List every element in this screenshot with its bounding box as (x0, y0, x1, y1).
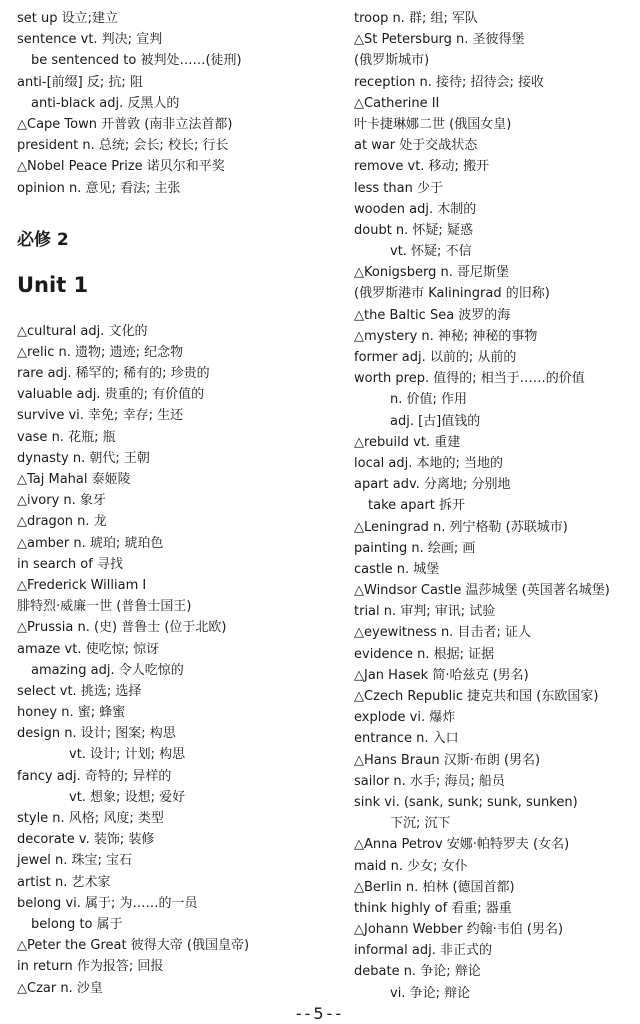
vocab-entry: former adj. 以前的; 从前的 (354, 350, 517, 365)
right-column (354, 8, 640, 1004)
section-title: 必修 2 (17, 229, 69, 250)
vocab-entry: sentence vt. 判决; 宣判 (17, 32, 163, 48)
vocab-entry: △Windsor Castle 温莎城堡 (英国著名城堡) (354, 583, 610, 599)
vocab-entry: valuable adj. 贵重的; 有价值的 (17, 387, 205, 403)
vocab-entry: informal adj. 非正式的 (354, 943, 492, 959)
vocab-entry: debate n. 争论; 辩论 (354, 964, 481, 980)
vocab-entry: △Cape Town 开普敦 (南非立法首都) (17, 116, 233, 132)
vocab-entry: △St Petersburg n. 圣彼得堡 (354, 32, 525, 48)
vocab-entry: △dragon n. 龙 (17, 514, 107, 530)
vocab-entry: entrance n. 入口 (354, 731, 459, 747)
vocab-entry: doubt n. 怀疑; 疑惑 (354, 222, 473, 238)
vocab-entry: opinion n. 意见; 看法; 主张 (17, 180, 181, 196)
vocab-entry: be sentenced to 被判处……(徒刑) (31, 53, 242, 69)
vocab-entry: △Berlin n. 柏林 (德国首都) (354, 879, 515, 895)
vocab-entry: △Leningrad n. 列宁格勒 (苏联城市) (354, 519, 568, 535)
vocab-entry: △Peter the Great 彼得大帝 (俄国皇帝) (17, 938, 250, 954)
vocab-entry: less than 少于 (354, 180, 443, 196)
vocab-entry: jewel n. 珠宝; 宝石 (17, 853, 133, 869)
vocab-entry: set up 设立;建立 (17, 11, 119, 26)
vocab-entry: △Hans Braun 汉斯·布朗 (男名) (354, 752, 541, 768)
unit-title: Unit 1 (17, 272, 89, 297)
vocab-entry: worth prep. 值得的; 相当于……的价值 (354, 371, 585, 387)
unit-gap (17, 305, 337, 321)
vocab-entry: △mystery n. 神秘; 神秘的事物 (354, 328, 538, 344)
vocab-entry: △ivory n. 象牙 (17, 493, 106, 509)
vocab-entry: castle n. 城堡 (354, 561, 440, 577)
vocab-entry: vt. 设计; 计划; 构思 (69, 747, 186, 763)
vocab-entry: △Prussia n. (史) 普鲁士 (位于北欧) (17, 620, 227, 636)
vocab-entry: △Anna Petrov 安娜·帕特罗夫 (女名) (354, 837, 570, 853)
vocab-entry: △Nobel Peace Prize 诺贝尔和平奖 (17, 159, 225, 175)
vocab-entry: △Czar n. 沙皇 (17, 980, 103, 996)
vocab-entry: in search of 寻找 (17, 556, 123, 572)
vocab-entry: △eyewitness n. 目击者; 证人 (354, 625, 531, 641)
vocab-entry: apart adv. 分离地; 分别地 (354, 477, 511, 493)
vocab-entry: survive vi. 幸免; 幸存; 生还 (17, 408, 184, 424)
vocab-entry: anti-[前缀] 反; 抗; 阻 (17, 74, 143, 90)
vocab-entry: (俄罗斯城市) (354, 53, 430, 69)
vocab-entry: belong to 属于 (31, 916, 123, 932)
vocab-entry: vase n. 花瓶; 瓶 (17, 429, 116, 445)
vocab-entry: maid n. 少女; 女仆 (354, 858, 468, 874)
vocab-entry: 下沉; 沉下 (390, 816, 451, 832)
vocab-entry: 腓特烈·威廉一世 (普鲁士国王) (17, 599, 192, 615)
left-column (17, 8, 337, 999)
vocab-entry: take apart 拆开 (368, 498, 466, 514)
vocab-entry: trial n. 审判; 审讯; 试验 (354, 604, 496, 620)
vocab-entry: △Konigsberg n. 哥尼斯堡 (354, 265, 509, 281)
vocab-entry: amaze vt. 使吃惊; 惊讶 (17, 641, 160, 657)
vocab-entry: 叶卡捷琳娜二世 (俄国女皇) (354, 116, 512, 132)
vocab-entry: sailor n. 水手; 海员; 船员 (354, 773, 505, 789)
vocab-entry: (俄罗斯港市 Kaliningrad 的旧称) (354, 286, 550, 302)
vocab-entry: painting n. 绘画; 画 (354, 540, 476, 556)
vocab-entry: evidence n. 根据; 证据 (354, 646, 495, 662)
vocab-entry: △Taj Mahal 泰姬陵 (17, 472, 131, 487)
vocab-entry: △relic n. 遗物; 遗迹; 纪念物 (17, 344, 184, 360)
vocab-entry: remove vt. 移动; 搬开 (354, 159, 490, 175)
vocab-entry: in return 作为报答; 回报 (17, 959, 164, 975)
vocab-entry: local adj. 本地的; 当地的 (354, 455, 504, 471)
page-number: --5-- (295, 1004, 345, 1023)
vocab-entry: △Johann Webber 约翰·韦伯 (男名) (354, 922, 564, 938)
vocab-entry: vi. 争论; 辩论 (390, 985, 471, 1001)
vocab-entry: vt. 想象; 设想; 爱好 (69, 789, 186, 805)
vocab-entry: style n. 风格; 风度; 类型 (17, 811, 164, 826)
vocab-entry: △rebuild vt. 重建 (354, 434, 461, 450)
vocab-entry: select vt. 挑选; 选择 (17, 683, 142, 699)
vocab-entry: reception n. 接待; 招待会; 接收 (354, 74, 545, 90)
vocab-entry: at war 处于交战状态 (354, 138, 478, 154)
section-gap (17, 199, 337, 215)
vocab-entry: vt. 怀疑; 不信 (390, 244, 472, 260)
vocab-entry: think highly of 看重; 器重 (354, 900, 512, 916)
vocab-entry: fancy adj. 奇特的; 异样的 (17, 768, 172, 784)
vocab-entry: △the Baltic Sea 波罗的海 (354, 307, 511, 323)
vocab-entry: adj. [古]值钱的 (390, 413, 481, 429)
vocab-entry: decorate v. 装饰; 装修 (17, 832, 155, 848)
vocab-entry: belong vi. 属于; 为……的一员 (17, 895, 198, 911)
vocab-entry: △amber n. 琥珀; 琥珀色 (17, 535, 164, 551)
vocab-entry: honey n. 蜜; 蜂蜜 (17, 705, 126, 721)
vocab-entry: sink vi. (sank, sunk; sunk, sunken) (354, 794, 578, 810)
vocab-entry: amazing adj. 令人吃惊的 (31, 662, 184, 678)
vocab-entry: troop n. 群; 组; 军队 (354, 11, 478, 26)
vocab-entry: △Czech Republic 捷克共和国 (东欧国家) (354, 689, 599, 704)
vocab-entry: design n. 设计; 图案; 构思 (17, 726, 176, 742)
vocab-entry: wooden adj. 木制的 (354, 201, 477, 217)
vocab-entry: anti-black adj. 反黑人的 (31, 95, 180, 111)
vocab-entry: n. 价值; 作用 (390, 392, 468, 408)
vocab-entry: president n. 总统; 会长; 校长; 行长 (17, 138, 229, 154)
vocab-entry: explode vi. 爆炸 (354, 710, 456, 726)
vocab-entry: rare adj. 稀罕的; 稀有的; 珍贵的 (17, 366, 210, 382)
vocab-entry: dynasty n. 朝代; 王朝 (17, 450, 150, 466)
vocab-entry: △Jan Hasek 简·哈兹克 (男名) (354, 667, 529, 683)
vocab-entry: △cultural adj. 文化的 (17, 323, 148, 339)
vocab-entry: artist n. 艺术家 (17, 874, 111, 890)
vocab-entry: △Catherine II (354, 95, 440, 111)
vocab-entry: △Frederick William I (17, 577, 147, 593)
